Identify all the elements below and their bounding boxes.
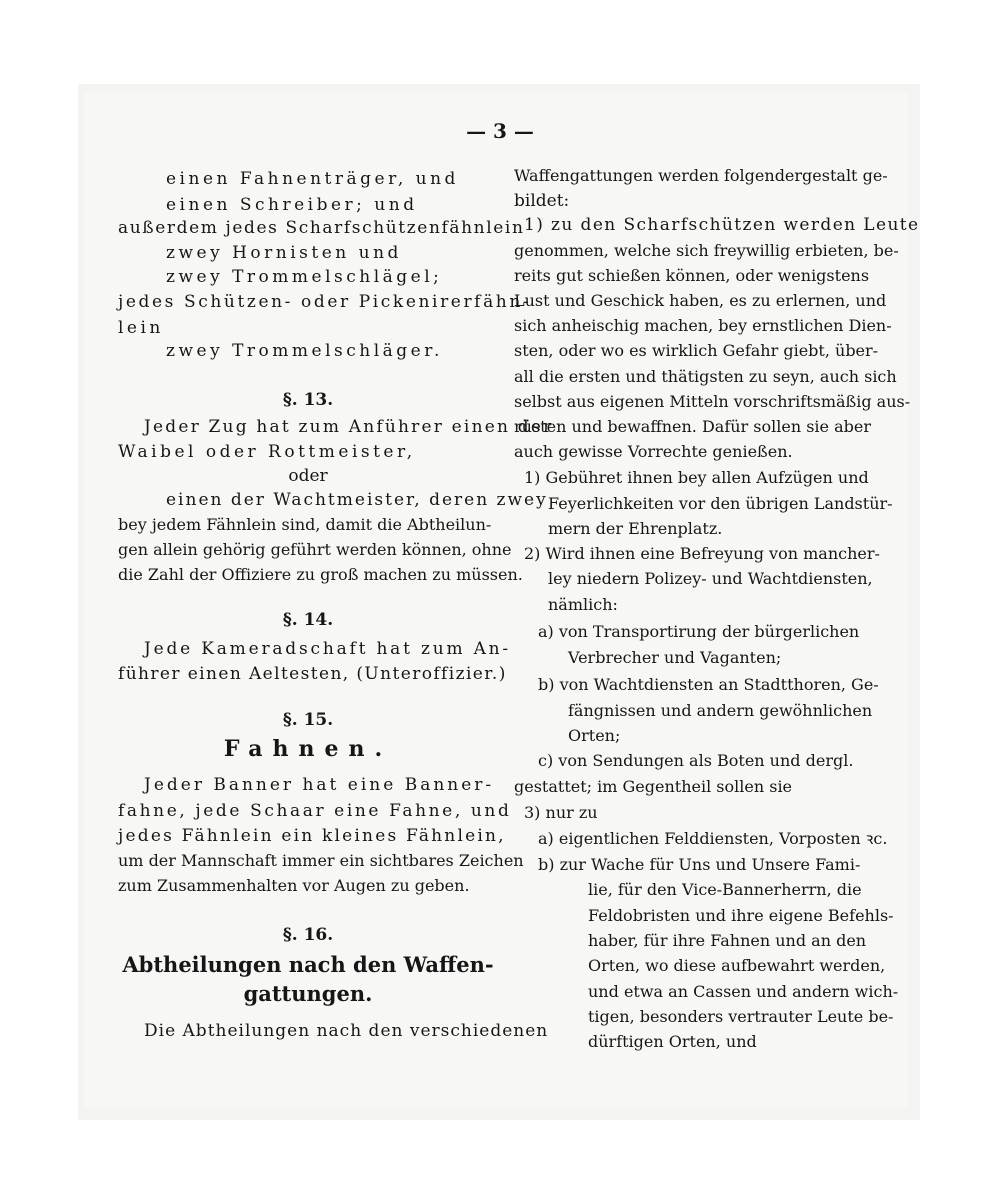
text-line: 1) Gebühret ihnen bey allen Aufzügen und: [524, 468, 869, 487]
text-line: zwey Trommelschläger.: [166, 341, 443, 361]
text-line: einen der Wachtmeister, deren zwey: [166, 490, 548, 510]
text-line: selbst aus eigenen Mitteln vorschriftsmäßig aus-: [514, 392, 911, 411]
text-line: tigen, besonders vertrauter Leute be-: [588, 1007, 894, 1026]
text-line: a) eigentlichen Felddiensten, Vorposten ꝛc.: [538, 829, 888, 848]
section-number: §. 16.: [282, 925, 334, 945]
text-line: Orten;: [568, 726, 621, 745]
text-line: Lust und Geschick haben, es zu erlernen, und: [514, 291, 887, 310]
text-line: zwey Hornisten und: [166, 243, 402, 263]
text-line: nämlich:: [548, 595, 618, 614]
page-number: — 3 —: [466, 119, 534, 143]
text-line: gestattet; im Gegentheil sollen sie: [514, 777, 793, 796]
text-line: Feldobristen und ihre eigene Befehls-: [588, 906, 894, 925]
text-line: dürftigen Orten, und: [588, 1032, 757, 1051]
text-line: Jeder Banner hat eine Banner-: [144, 775, 495, 795]
text-line: einen Schreiber; und: [166, 195, 418, 215]
text-line: b) von Wachtdiensten an Stadtthoren, Ge-: [538, 675, 879, 694]
text-line: zum Zusammenhalten vor Augen zu geben.: [118, 876, 470, 895]
text-line: und etwa an Cassen und andern wich-: [588, 982, 899, 1001]
text-line: haber, für ihre Fahnen und an den: [588, 931, 867, 950]
text-line: a) von Transportirung der bürgerlichen: [538, 622, 860, 641]
text-line: einen Fahnenträger, und: [166, 169, 459, 189]
text-line: all die ersten und thätigsten zu seyn, auch sich: [514, 367, 897, 386]
text-line: ley niedern Polizey- und Wachtdiensten,: [548, 569, 873, 588]
text-line: um der Mannschaft immer ein sichtbares Zeichen: [118, 851, 524, 870]
section-heading: gattungen.: [243, 981, 373, 1006]
text-line: reits gut schießen können, oder wenigstens: [514, 266, 870, 285]
text-line: b) zur Wache für Uns und Unsere Fami-: [538, 855, 861, 874]
section-number: §. 13.: [282, 390, 334, 410]
text-line: bildet:: [514, 191, 570, 211]
text-line: oder: [288, 466, 328, 486]
section-number: §. 14.: [282, 610, 334, 630]
section-heading: Fahnen.: [223, 736, 393, 762]
section-heading: Abtheilungen nach den Waffen-: [122, 952, 494, 977]
text-line: Jeder Zug hat zum Anführer einen der: [144, 417, 554, 437]
text-line: Waibel oder Rottmeister,: [118, 442, 416, 462]
text-line: genommen, welche sich freywillig erbieten, be-: [514, 241, 899, 260]
text-line: gen allein gehörig geführt werden können, ohne: [118, 540, 512, 559]
text-line: fahne, jede Schaar eine Fahne, und: [118, 801, 512, 821]
text-line: fängnissen und andern gewöhnlichen: [568, 701, 873, 720]
text-line: mern der Ehrenplatz.: [548, 519, 723, 538]
text-line: Die Abtheilungen nach den verschiedenen: [144, 1021, 549, 1041]
text-line: 1) zu den Scharfschützen werden Leute: [524, 215, 920, 235]
text-line: rüsten und bewaffnen. Dafür sollen sie aber: [514, 417, 871, 436]
text-line: jedes Fähnlein ein kleines Fähnlein,: [118, 826, 506, 846]
text-line: 2) Wird ihnen eine Befreyung von mancher-: [524, 544, 880, 563]
section-number: §. 15.: [282, 710, 334, 730]
text-line: Waffengattungen werden folgendergestalt ge-: [514, 166, 888, 185]
text-line: die Zahl der Offiziere zu groß machen zu müssen.: [118, 565, 523, 584]
text-line: 3) nur zu: [524, 803, 598, 822]
text-line: Orten, wo diese aufbewahrt werden,: [588, 956, 886, 975]
text-line: sich anheischig machen, bey ernstlichen Dien-: [514, 316, 892, 335]
text-line: Jede Kameradschaft hat zum An-: [144, 639, 511, 659]
text-line: auch gewisse Vorrechte genießen.: [514, 442, 793, 461]
text-line: außerdem jedes Scharfschützenfähnlein: [118, 218, 525, 238]
text-line: zwey Trommelschlägel;: [166, 267, 443, 287]
text-line: jedes Schützen- oder Pickenirerfähn-: [118, 292, 532, 312]
text-line: c) von Sendungen als Boten und dergl.: [538, 751, 854, 770]
text-line: lie, für den Vice-Bannerherrn, die: [588, 880, 862, 899]
text-line: lein: [118, 318, 164, 338]
text-line: Verbrecher und Vaganten;: [568, 648, 782, 667]
text-line: Feyerlichkeiten vor den übrigen Landstür-: [548, 494, 893, 513]
text-line: bey jedem Fähnlein sind, damit die Abtheilun-: [118, 515, 492, 534]
text-line: führer einen Aeltesten, (Unteroffizier.): [118, 664, 507, 684]
text-line: sten, oder wo es wirklich Gefahr giebt, über-: [514, 341, 879, 360]
